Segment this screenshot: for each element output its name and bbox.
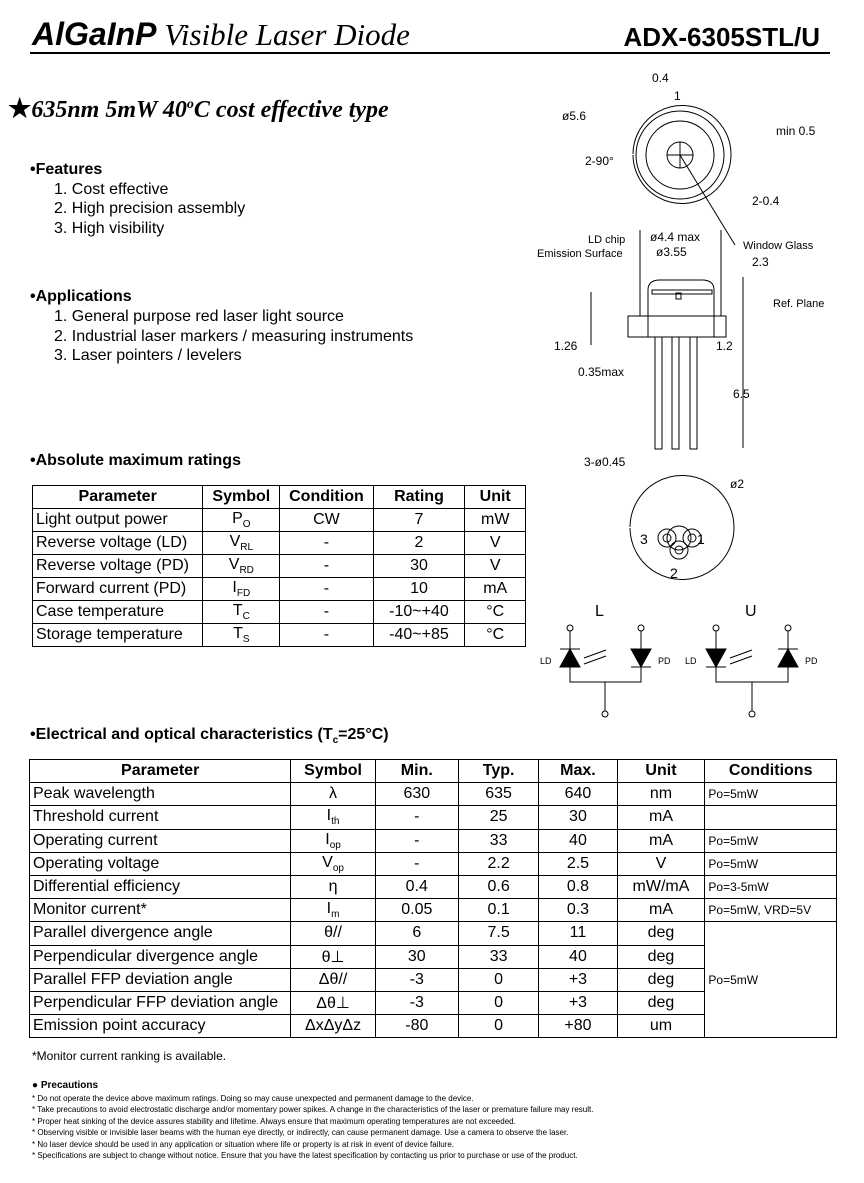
- dim-6-5: 6.5: [733, 387, 750, 401]
- symbol-sub: th: [331, 816, 340, 828]
- typ-cell: 0.1: [458, 899, 538, 922]
- config-l-label: L: [595, 603, 604, 620]
- window-glass-label: Window Glass: [743, 240, 814, 252]
- table-row: [33, 624, 526, 647]
- conditions-cell: Po=3-5mW: [705, 875, 837, 898]
- star-icon: ★: [8, 94, 32, 123]
- footnote: *Monitor current ranking is available.: [32, 1049, 227, 1063]
- top-view: [633, 105, 735, 245]
- symbol: V: [229, 532, 241, 550]
- symbol: I: [232, 578, 237, 596]
- precaution-item: * Specifications are subject to change without notice. Ensure that you have the latest specification by contacting us prior to purchase or use of the product.: [32, 1151, 578, 1160]
- symbol: Δθ⊥: [316, 994, 350, 1012]
- application-item: 2. Industrial laser markers / measuring instruments: [54, 328, 414, 345]
- pd-label: PD: [658, 656, 671, 666]
- electrical-table: [29, 759, 837, 1038]
- param-cell: Differential efficiency: [30, 875, 291, 898]
- precaution-item: * Do not operate the device above maximum ratings. Doing so may cause unexpected and permanent damage to the device.: [32, 1094, 474, 1103]
- abs-max-heading: •Absolute maximum ratings: [30, 452, 241, 469]
- table-row: [33, 578, 526, 601]
- symbol-cell: [203, 624, 280, 647]
- config-u-label: U: [745, 603, 757, 620]
- rating-cell: 2: [373, 532, 465, 555]
- table-row: [30, 783, 837, 806]
- table-row: [30, 875, 837, 898]
- dim-1-26: 1.26: [554, 339, 578, 353]
- bottom-view: [630, 476, 734, 580]
- typ-cell: 33: [458, 945, 538, 968]
- column-header: Condition: [280, 486, 373, 509]
- features-heading: •Features: [30, 161, 103, 178]
- min-cell: -: [375, 806, 458, 829]
- subtitle-text-2: C cost effective type: [193, 97, 389, 123]
- param-cell: Forward current (PD): [33, 578, 203, 601]
- symbol-cell: [291, 899, 375, 922]
- column-header: Conditions: [705, 760, 837, 783]
- symbol: I: [325, 830, 330, 848]
- ld-chip-label: LD chip: [588, 234, 626, 246]
- rating-cell: -40~+85: [373, 624, 465, 647]
- unit-cell: um: [617, 1015, 705, 1038]
- heading-sub: c: [332, 735, 339, 747]
- package-diagram: [520, 60, 864, 740]
- column-header: Min.: [375, 760, 458, 783]
- symbol: η: [328, 878, 338, 896]
- unit-cell: mA: [617, 899, 705, 922]
- symbol-cell: [291, 852, 375, 875]
- min-cell: 0.4: [375, 875, 458, 898]
- symbol-cell: [203, 532, 280, 555]
- symbol-cell: [291, 991, 375, 1014]
- feature-item: 2. High precision assembly: [54, 200, 246, 217]
- column-header: Unit: [617, 760, 705, 783]
- table-row: [33, 532, 526, 555]
- cond-cell: -: [280, 601, 373, 624]
- subtitle-text: 635nm 5mW 40: [31, 97, 187, 123]
- cond-cell: -: [280, 555, 373, 578]
- rating-cell: 10: [373, 578, 465, 601]
- max-cell: +3: [539, 968, 617, 991]
- dim-2-3: 2.3: [752, 255, 769, 269]
- unit-cell: V: [465, 532, 526, 555]
- param-cell: Perpendicular divergence angle: [30, 945, 291, 968]
- unit-cell: V: [617, 852, 705, 875]
- conditions-cell: Po=5mW: [705, 783, 837, 806]
- table-row: [33, 555, 526, 578]
- ld-label: LD: [540, 656, 552, 666]
- min-cell: 0.05: [375, 899, 458, 922]
- table-row: [33, 509, 526, 532]
- column-header: Parameter: [33, 486, 203, 509]
- symbol: I: [326, 900, 332, 918]
- dim-3-55: ø3.55: [656, 245, 687, 259]
- degree-mark: o: [186, 97, 194, 112]
- application-item: 1. General purpose red laser light source: [54, 308, 344, 325]
- max-cell: 2.5: [539, 852, 617, 875]
- column-header: Unit: [465, 486, 526, 509]
- unit-cell: nm: [617, 783, 705, 806]
- precaution-item: * No laser device should be used in any application or situation where life or property is at risk in event of device failure.: [32, 1140, 455, 1149]
- dim-0-45: 3-ø0.45: [584, 455, 626, 469]
- dim-min-0-5: min 0.5: [776, 124, 816, 138]
- conditions-cell: Po=5mW: [705, 852, 837, 875]
- unit-cell: mW/mA: [617, 875, 705, 898]
- symbol-cell: [291, 875, 375, 898]
- pin-circuits: [560, 625, 798, 717]
- param-cell: Case temperature: [33, 601, 203, 624]
- unit-cell: deg: [617, 945, 705, 968]
- subtitle: [8, 94, 389, 124]
- column-header: Symbol: [291, 760, 375, 783]
- table-row: [30, 899, 837, 922]
- abs-max-table: [32, 485, 526, 647]
- max-cell: 0.8: [539, 875, 617, 898]
- max-cell: 30: [539, 806, 617, 829]
- application-item: 3. Laser pointers / levelers: [54, 347, 242, 364]
- unit-cell: deg: [617, 922, 705, 945]
- max-cell: 11: [539, 922, 617, 945]
- table-row: [30, 922, 837, 945]
- max-cell: 640: [539, 783, 617, 806]
- column-header: Typ.: [458, 760, 538, 783]
- ld-label: LD: [685, 656, 697, 666]
- column-header: Parameter: [30, 760, 291, 783]
- cond-cell: -: [280, 578, 373, 601]
- typ-cell: 2.2: [458, 852, 538, 875]
- cond-cell: CW: [280, 509, 373, 532]
- min-cell: 30: [375, 945, 458, 968]
- dim-2-0-4: 2-0.4: [752, 194, 780, 208]
- dim-5-6: ø5.6: [562, 109, 587, 123]
- param-cell: Light output power: [33, 509, 203, 532]
- emission-label: Emission Surface: [537, 248, 623, 260]
- symbol-sub: RL: [240, 542, 254, 554]
- unit-cell: deg: [617, 991, 705, 1014]
- typ-cell: 0: [458, 991, 538, 1014]
- min-cell: -80: [375, 1015, 458, 1038]
- param-cell: Monitor current*: [30, 899, 291, 922]
- symbol: P: [232, 509, 243, 527]
- precautions-heading: ● Precautions: [32, 1080, 99, 1091]
- symbol: θ//: [324, 924, 342, 942]
- param-cell: Operating current: [30, 829, 291, 852]
- param-cell: Emission point accuracy: [30, 1015, 291, 1038]
- model-number: ADX-6305STL/U: [623, 22, 820, 52]
- symbol-cell: [203, 555, 280, 578]
- dim-4-4: ø4.4 max: [650, 230, 701, 244]
- symbol-cell: [203, 578, 280, 601]
- max-cell: +3: [539, 991, 617, 1014]
- symbol-cell: [291, 968, 375, 991]
- pin-1-label: 1: [697, 531, 705, 547]
- symbol-cell: [291, 922, 375, 945]
- title-material: AlGaInP: [32, 16, 157, 52]
- unit-cell: °C: [465, 601, 526, 624]
- max-cell: 40: [539, 829, 617, 852]
- param-cell: Parallel FFP deviation angle: [30, 968, 291, 991]
- unit-cell: V: [465, 555, 526, 578]
- unit-cell: mA: [617, 806, 705, 829]
- symbol-sub: RD: [239, 565, 254, 577]
- param-cell: Peak wavelength: [30, 783, 291, 806]
- param-cell: Threshold current: [30, 806, 291, 829]
- min-cell: -3: [375, 991, 458, 1014]
- unit-cell: mA: [617, 829, 705, 852]
- symbol-cell: [291, 829, 375, 852]
- column-header: Rating: [373, 486, 465, 509]
- param-cell: Reverse voltage (PD): [33, 555, 203, 578]
- dim-2: ø2: [730, 477, 745, 491]
- symbol-sub: FD: [236, 588, 251, 600]
- symbol: Δθ//: [318, 970, 348, 988]
- dim-angle: 2-90°: [585, 154, 614, 168]
- unit-cell: mA: [465, 578, 526, 601]
- rating-cell: 7: [373, 509, 465, 532]
- min-cell: -3: [375, 968, 458, 991]
- pin-2-label: 2: [670, 565, 678, 581]
- symbol: λ: [329, 785, 338, 803]
- column-header: Symbol: [203, 486, 280, 509]
- symbol-cell: [291, 806, 375, 829]
- conditions-cell: [705, 806, 837, 829]
- symbol: ΔxΔyΔz: [305, 1017, 362, 1035]
- table-row: [30, 829, 837, 852]
- typ-cell: 25: [458, 806, 538, 829]
- dim-0-4: 0.4: [652, 71, 669, 85]
- precaution-item: * Proper heat sinking of the device assures stability and lifetime. Always ensure that maximum operating temperatures are not exceeded.: [32, 1117, 516, 1126]
- typ-cell: 0: [458, 968, 538, 991]
- document-title: [32, 16, 410, 53]
- symbol-cell: [203, 601, 280, 624]
- unit-cell: °C: [465, 624, 526, 647]
- pin-3-label: 3: [640, 531, 648, 547]
- rating-cell: 30: [373, 555, 465, 578]
- title-product: Visible Laser Diode: [156, 17, 410, 52]
- min-cell: 630: [375, 783, 458, 806]
- dim-0-35: 0.35max: [578, 365, 625, 379]
- ref-plane-label: Ref. Plane: [773, 298, 825, 310]
- symbol: V: [228, 555, 240, 573]
- table-row: [30, 852, 837, 875]
- symbol-cell: [291, 783, 375, 806]
- max-cell: 40: [539, 945, 617, 968]
- min-cell: -: [375, 852, 458, 875]
- param-cell: Reverse voltage (LD): [33, 532, 203, 555]
- symbol: I: [326, 807, 332, 825]
- unit-cell: deg: [617, 968, 705, 991]
- param-cell: Parallel divergence angle: [30, 922, 291, 945]
- dim-1-2: 1.2: [716, 339, 733, 353]
- symbol: T: [233, 624, 243, 642]
- symbol-cell: [291, 945, 375, 968]
- symbol-cell: [291, 1015, 375, 1038]
- rating-cell: -10~+40: [373, 601, 465, 624]
- feature-item: 3. High visibility: [54, 220, 165, 237]
- symbol: V: [322, 853, 333, 871]
- symbol-sub: O: [242, 519, 251, 531]
- max-cell: +80: [539, 1015, 617, 1038]
- applications-heading: •Applications: [30, 288, 132, 305]
- pd-label: PD: [805, 656, 818, 666]
- symbol-sub: m: [331, 909, 340, 921]
- max-cell: 0.3: [539, 899, 617, 922]
- typ-cell: 0.6: [458, 875, 538, 898]
- min-cell: 6: [375, 922, 458, 945]
- symbol: θ⊥: [321, 948, 345, 966]
- conditions-cell: Po=5mW: [705, 829, 837, 852]
- param-cell: Storage temperature: [33, 624, 203, 647]
- column-header: Max.: [539, 760, 617, 783]
- param-cell: Operating voltage: [30, 852, 291, 875]
- symbol-sub: S: [242, 634, 250, 646]
- conditions-cell: Po=5mW: [705, 922, 837, 1038]
- symbol: T: [232, 601, 243, 619]
- typ-cell: 33: [458, 829, 538, 852]
- title-rule: [30, 52, 830, 54]
- symbol-sub: op: [329, 839, 341, 851]
- typ-cell: 7.5: [458, 922, 538, 945]
- conditions-cell: Po=5mW, VRD=5V: [705, 899, 837, 922]
- heading-end: =25°C): [338, 726, 389, 743]
- precaution-item: * Take precautions to avoid electrostatic discharge and/or momentary power spikes. A change in the characteristics of the laser or premature failure may result.: [32, 1105, 594, 1114]
- dim-1: 1: [674, 89, 681, 103]
- feature-item: 1. Cost effective: [54, 181, 169, 198]
- min-cell: -: [375, 829, 458, 852]
- symbol-cell: [203, 509, 280, 532]
- typ-cell: 0: [458, 1015, 538, 1038]
- table-row: [30, 806, 837, 829]
- cond-cell: -: [280, 624, 373, 647]
- unit-cell: mW: [465, 509, 526, 532]
- symbol-sub: C: [242, 611, 250, 623]
- precaution-item: * Observing visible or invisible laser beams with the human eye directly, or indirectly, can cause permanent damage. Use a camera to observe the laser.: [32, 1128, 569, 1137]
- heading-text: •Electrical and optical characteristics (T: [30, 726, 333, 743]
- electrical-heading: [30, 726, 389, 746]
- param-cell: Perpendicular FFP deviation angle: [30, 991, 291, 1014]
- symbol-sub: op: [332, 862, 344, 874]
- typ-cell: 635: [458, 783, 538, 806]
- table-row: [33, 601, 526, 624]
- cond-cell: -: [280, 532, 373, 555]
